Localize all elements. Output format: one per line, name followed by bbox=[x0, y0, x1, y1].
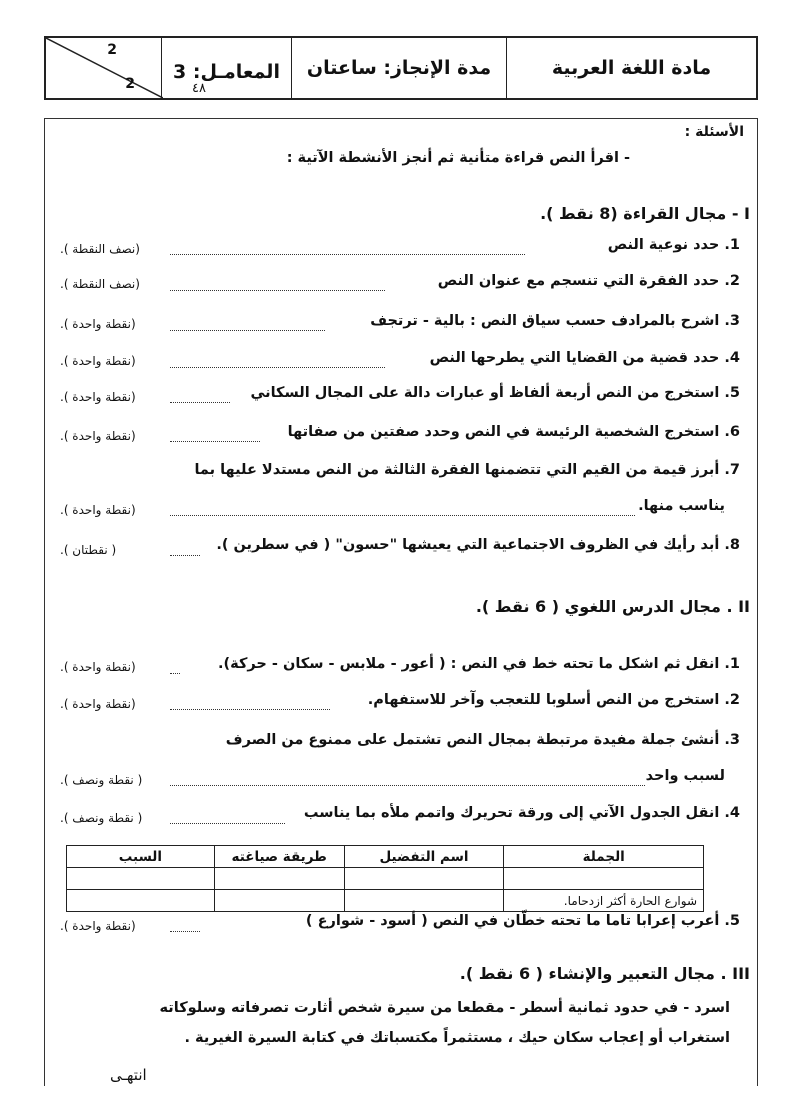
column-header: اسم التفضيل bbox=[344, 846, 504, 868]
subject-cell: مادة اللغة العربية bbox=[506, 38, 756, 98]
writing-prompt-line2: استغراب أو إعجاب سكان حيك ، مستثمراً مكتسباتك في كتابة السيرة الغيرية . bbox=[184, 1030, 730, 1046]
answer-dots bbox=[170, 823, 285, 824]
section-numeral: II bbox=[738, 597, 750, 616]
grammar-q5: 5. أعرب إعرابا تاما ما تحته خطّان في النص ( أسود - شوارع ) bbox=[305, 913, 740, 929]
grammar-table bbox=[66, 845, 704, 912]
section-title: . مجال الدرس اللغوي ( 6 نقط ). bbox=[475, 597, 733, 616]
answer-dots bbox=[170, 367, 385, 368]
grammar-q3: 3. أنشئ جملة مفيدة مرتبطة بمجال النص تشتمل على ممنوع من الصرف bbox=[225, 732, 740, 748]
points-label: ( نقطة ونصف ). bbox=[60, 773, 143, 787]
answer-dots bbox=[170, 515, 635, 516]
column-header: السبب bbox=[67, 846, 215, 868]
points-label: (نقطة واحدة ). bbox=[60, 660, 136, 674]
grammar-q2: 2. استخرج من النص أسلوبا للتعجب وآخر للاستفهام. bbox=[367, 692, 740, 708]
points-label: (نقطة واحدة ). bbox=[60, 697, 136, 711]
table-cell bbox=[67, 868, 215, 890]
points-label: (نقطة واحدة ). bbox=[60, 354, 136, 368]
table-cell bbox=[504, 868, 704, 890]
answer-dots bbox=[170, 709, 330, 710]
answer-dots bbox=[170, 441, 260, 442]
answer-dots bbox=[170, 290, 385, 291]
answer-dots bbox=[170, 402, 230, 403]
reading-q3: 3. اشرح بالمرادف حسب سياق النص : بالية - ترتجف bbox=[370, 313, 740, 329]
diagonal-divider-icon bbox=[46, 38, 163, 98]
exam-header bbox=[44, 36, 758, 100]
section-numeral: I bbox=[744, 204, 750, 223]
points-label: (نصف النقطة ). bbox=[60, 277, 140, 291]
answer-dots bbox=[170, 254, 525, 255]
reading-q1: 1. حدد نوعية النص bbox=[607, 237, 740, 253]
reading-q7: 7. أبرز قيمة من القيم التي تتضمنها الفقرة الثالثة من النص مستدلا عليها بما bbox=[194, 462, 740, 478]
grammar-q3-continuation: لسبب واحد bbox=[645, 768, 725, 784]
section-numeral: III bbox=[732, 964, 750, 983]
writing-prompt-line1: اسرد - في حدود ثمانية أسطر - مقطعا من سيرة شخص أثارت تصرفاته وسلوكاته bbox=[159, 1000, 730, 1016]
table-row bbox=[67, 868, 704, 890]
points-label: (نقطة واحدة ). bbox=[60, 317, 136, 331]
page-total: 2 bbox=[125, 76, 135, 92]
end-label: انتهـى bbox=[110, 1066, 147, 1084]
table-cell bbox=[344, 868, 504, 890]
points-label: (نقطة واحدة ). bbox=[60, 503, 136, 517]
reading-q8: 8. أبد رأيك في الظروف الاجتماعية التي يعيشها "حسون" ( في سطرين ). bbox=[216, 537, 740, 553]
page-current: 2 bbox=[107, 42, 117, 58]
coefficient-cell bbox=[161, 38, 291, 98]
table-cell bbox=[344, 890, 504, 912]
answer-dots bbox=[170, 931, 200, 932]
points-label: ( نقطتان ). bbox=[60, 543, 117, 557]
table-cell bbox=[67, 890, 215, 912]
section-title: - مجال القراءة (8 نقط ). bbox=[540, 204, 739, 223]
answer-dots bbox=[170, 785, 645, 786]
table-cell: شوارع الحارة أكثر ازدحاما. bbox=[504, 890, 704, 912]
questions-label: الأسئلة : bbox=[684, 124, 744, 140]
coefficient-label: المعامـل: 3 bbox=[173, 61, 280, 83]
table-header-row bbox=[67, 846, 704, 868]
reading-q2: 2. حدد الفقرة التي تنسجم مع عنوان النص bbox=[437, 273, 740, 289]
answer-dots bbox=[170, 673, 180, 674]
instructions: - اقرأ النص قراءة متأنية ثم أنجز الأنشطة الآتية : bbox=[286, 150, 630, 166]
points-label: (نصف النقطة ). bbox=[60, 242, 140, 256]
table-cell bbox=[214, 868, 344, 890]
section-grammar-title bbox=[476, 597, 750, 616]
grammar-q4: 4. انقل الجدول الآتي إلى ورقة تحريرك واتمم ملأه بما يناسب bbox=[303, 805, 740, 821]
grammar-q1: 1. انقل ثم اشكل ما تحته خط في النص : ( أعور - ملابس - سكان - حركة). bbox=[218, 656, 740, 672]
points-label: ( نقطة ونصف ). bbox=[60, 811, 143, 825]
table-cell bbox=[214, 890, 344, 912]
reading-q5: 5. استخرج من النص أربعة ألفاظ أو عبارات دالة على المجال السكاني bbox=[250, 385, 740, 401]
points-label: (نقطة واحدة ). bbox=[60, 429, 136, 443]
section-writing-title bbox=[460, 964, 750, 983]
duration-cell: مدة الإنجاز: ساعتان bbox=[291, 38, 506, 98]
reading-q4: 4. حدد قضية من القضايا التي يطرحها النص bbox=[429, 350, 740, 366]
section-title: . مجال التعبير والإنشاء ( 6 نقط ). bbox=[459, 964, 727, 983]
column-header: الجملة bbox=[504, 846, 704, 868]
points-label: (نقطة واحدة ). bbox=[60, 390, 136, 404]
section-reading-title bbox=[540, 204, 750, 223]
exam-code: ٤٨ bbox=[192, 81, 206, 96]
column-header: طريقة صياغته bbox=[214, 846, 344, 868]
points-label: (نقطة واحدة ). bbox=[60, 919, 136, 933]
page-number-cell bbox=[46, 38, 161, 98]
reading-q7-continuation: يناسب منها. bbox=[638, 498, 725, 514]
table-row bbox=[67, 890, 704, 912]
answer-dots bbox=[170, 555, 200, 556]
answer-dots bbox=[170, 330, 325, 331]
reading-q6: 6. استخرج الشخصية الرئيسة في النص وحدد صفتين من صفاتها bbox=[287, 424, 740, 440]
